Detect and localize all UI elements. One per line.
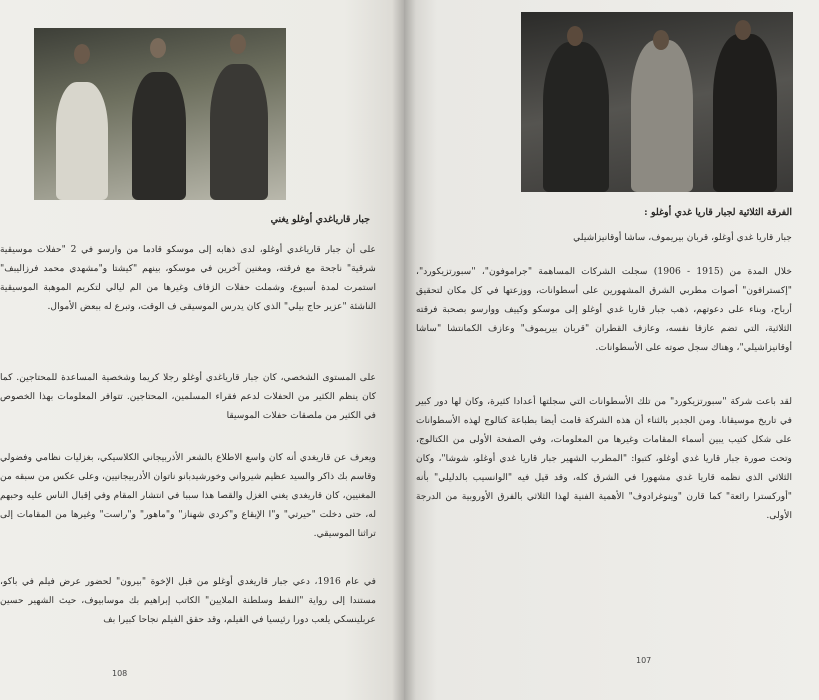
musician-names: جبار قاريا غدي أوغلو، قربان بيريموف، ساشا أوقانيزاشيلي xyxy=(573,232,792,243)
paragraph: ويعرف عن قاريغدي أنه كان واسع الاطلاع بالشعر الأذربيجاني الكلاسيكي، بغزليات نظامي وفضولي وقاسم بك ذاكر والسيد عظيم شيرواني وخورشيدبانو ناتوان الأذربيجانيين، وعلى عكس من سبقه من المغنيين، كان قاريغدي يغني الغزل والقصا هذا سببا في انتشار المقام وفي إقبال الناس عليه وحبهم له، حتى دخلت "حيرتي" و"ا الإيقاع و"كردي شهناز" و"ماهور" و"راست" وغيرها من المقامات إلى تراثنا الموسيقي. xyxy=(0,452,376,539)
photo-caption: الفرقة الثلاثية لجبار قاريا غدي أوغلو : xyxy=(644,207,792,218)
right-page xyxy=(404,0,819,700)
photo-caption: جبار قارياغدي أوغلو يغني xyxy=(270,214,370,225)
left-page xyxy=(0,0,405,700)
paragraph: على المستوى الشخصي، كان جبار قارياغدي أوغلو رجلا كريما وشخصية المساعدة للمحتاجين. كما كان ينظم الكثير من الحفلات لدعم فقراء المسلمين، المحتاجين. تتوافر المعلومات بهذا الخصوص في الكثير من ملصقات حفلات الموسيقا xyxy=(0,372,376,421)
photo-figure-center xyxy=(132,72,186,200)
photo-head xyxy=(653,30,669,50)
paragraph: لقد باعت شركة "سبورتزيكورد" من تلك الأسطوانات التي سجلتها أعدادا كثيرة، وكان لها دور كبير في تاريخ موسيقانا. ومن الجدير بالثناء أن هذه الشركة قامت أيضا بطباعة كتالوج لهذه الأسطوانات على شكل كتيب يبين أسماء المقامات وغيرها من المعلومات، وفي الصفحة الأولى من الكتالوج، وتحت صورة جبار قاريا غدي أوغلو، كتبوا: "المطرب الشهير جبار قاريا غدي أوغلو، شوشا"، وكان الثلاثي الذي نظمه قاريا غدي مشهورا في الشرق كله، وقد قيل فيه "الوانسيب بالدليلي" بأنه "أوركسترا رائعة" كما قارن "وينوغرادوف" الأهمية الفنية لهذا الثلاثي بالفرق الأوروبية من الدرجة الأولى. xyxy=(416,396,792,521)
trio-studio-photo xyxy=(521,12,793,192)
photo-figure-center xyxy=(631,40,693,192)
photo-head xyxy=(150,38,166,58)
photo-figure-right xyxy=(210,64,268,200)
page-number: 108 xyxy=(112,669,128,678)
jabbar-trio-outdoor-photo xyxy=(34,28,286,200)
paragraph: على أن جبار قارياغدي أوغلو، لدى ذهابه إلى موسكو قادما من وارسو في 2 "حفلات موسيقية شرقية" ناجحة مع فرقته، ومغنين آخرين في موسكو، بينهم "كيشتا و"مشهدي محمد فرزاليبف" استمرت لمدة أسبوع، وشملت حفلات الزفاف وغيرها من الم ليالي لتكريم الموهبة الموسيقية الناشئة "عزير حاج بيلي" الذي كان يدرس الموسيقى ف الوقت، وتبرع له ببعض الأموال. xyxy=(0,244,376,312)
photo-head xyxy=(230,34,246,54)
photo-figure-left xyxy=(543,42,609,192)
page-number: 107 xyxy=(636,656,652,665)
photo-head xyxy=(735,20,751,40)
photo-figure-left xyxy=(56,82,108,200)
paragraph: في عام 1916، دعي جبار قاريغدي أوغلو من قبل الإخوة "بيرون" لحضور عرض فيلم في باكو، مستندا إلى رواية "النفط وسلطنة الملايين" الكاتب إبراهيم بك موسابيوف، حيث الشهير حسين عربلينسكي يلعب دورا رئيسيا في الفيلم، وقد حقق الفيلم نجاحا كبيرا بف xyxy=(0,576,376,625)
paragraph: خلال المدة من (1915 - 1906) سجلت الشركات المساهمة "جراموفون"، "سبورتزيكورد"، "إكسترافون" أصوات مطربي الشرق المشهورين على أسطوانات، ووزعتها في كل مكان لتحقيق أرباح، وبناء على دعوتهم، ذهب جبار قاريا غدي أوغلو إلى موسكو وكييف ووارسو بصحبة فرقته الثلاثية، التي تضم عازفا نفسه، وعازف القطران "قربان بيريموف" وعازف الكمانتشا "ساشا أوقانيزاشيلي"، وهناك سجل صوته على الأسطوانات. xyxy=(416,266,792,353)
photo-figure-right xyxy=(713,34,777,192)
book-gutter xyxy=(392,0,416,700)
photo-head xyxy=(74,44,90,64)
photo-head xyxy=(567,26,583,46)
